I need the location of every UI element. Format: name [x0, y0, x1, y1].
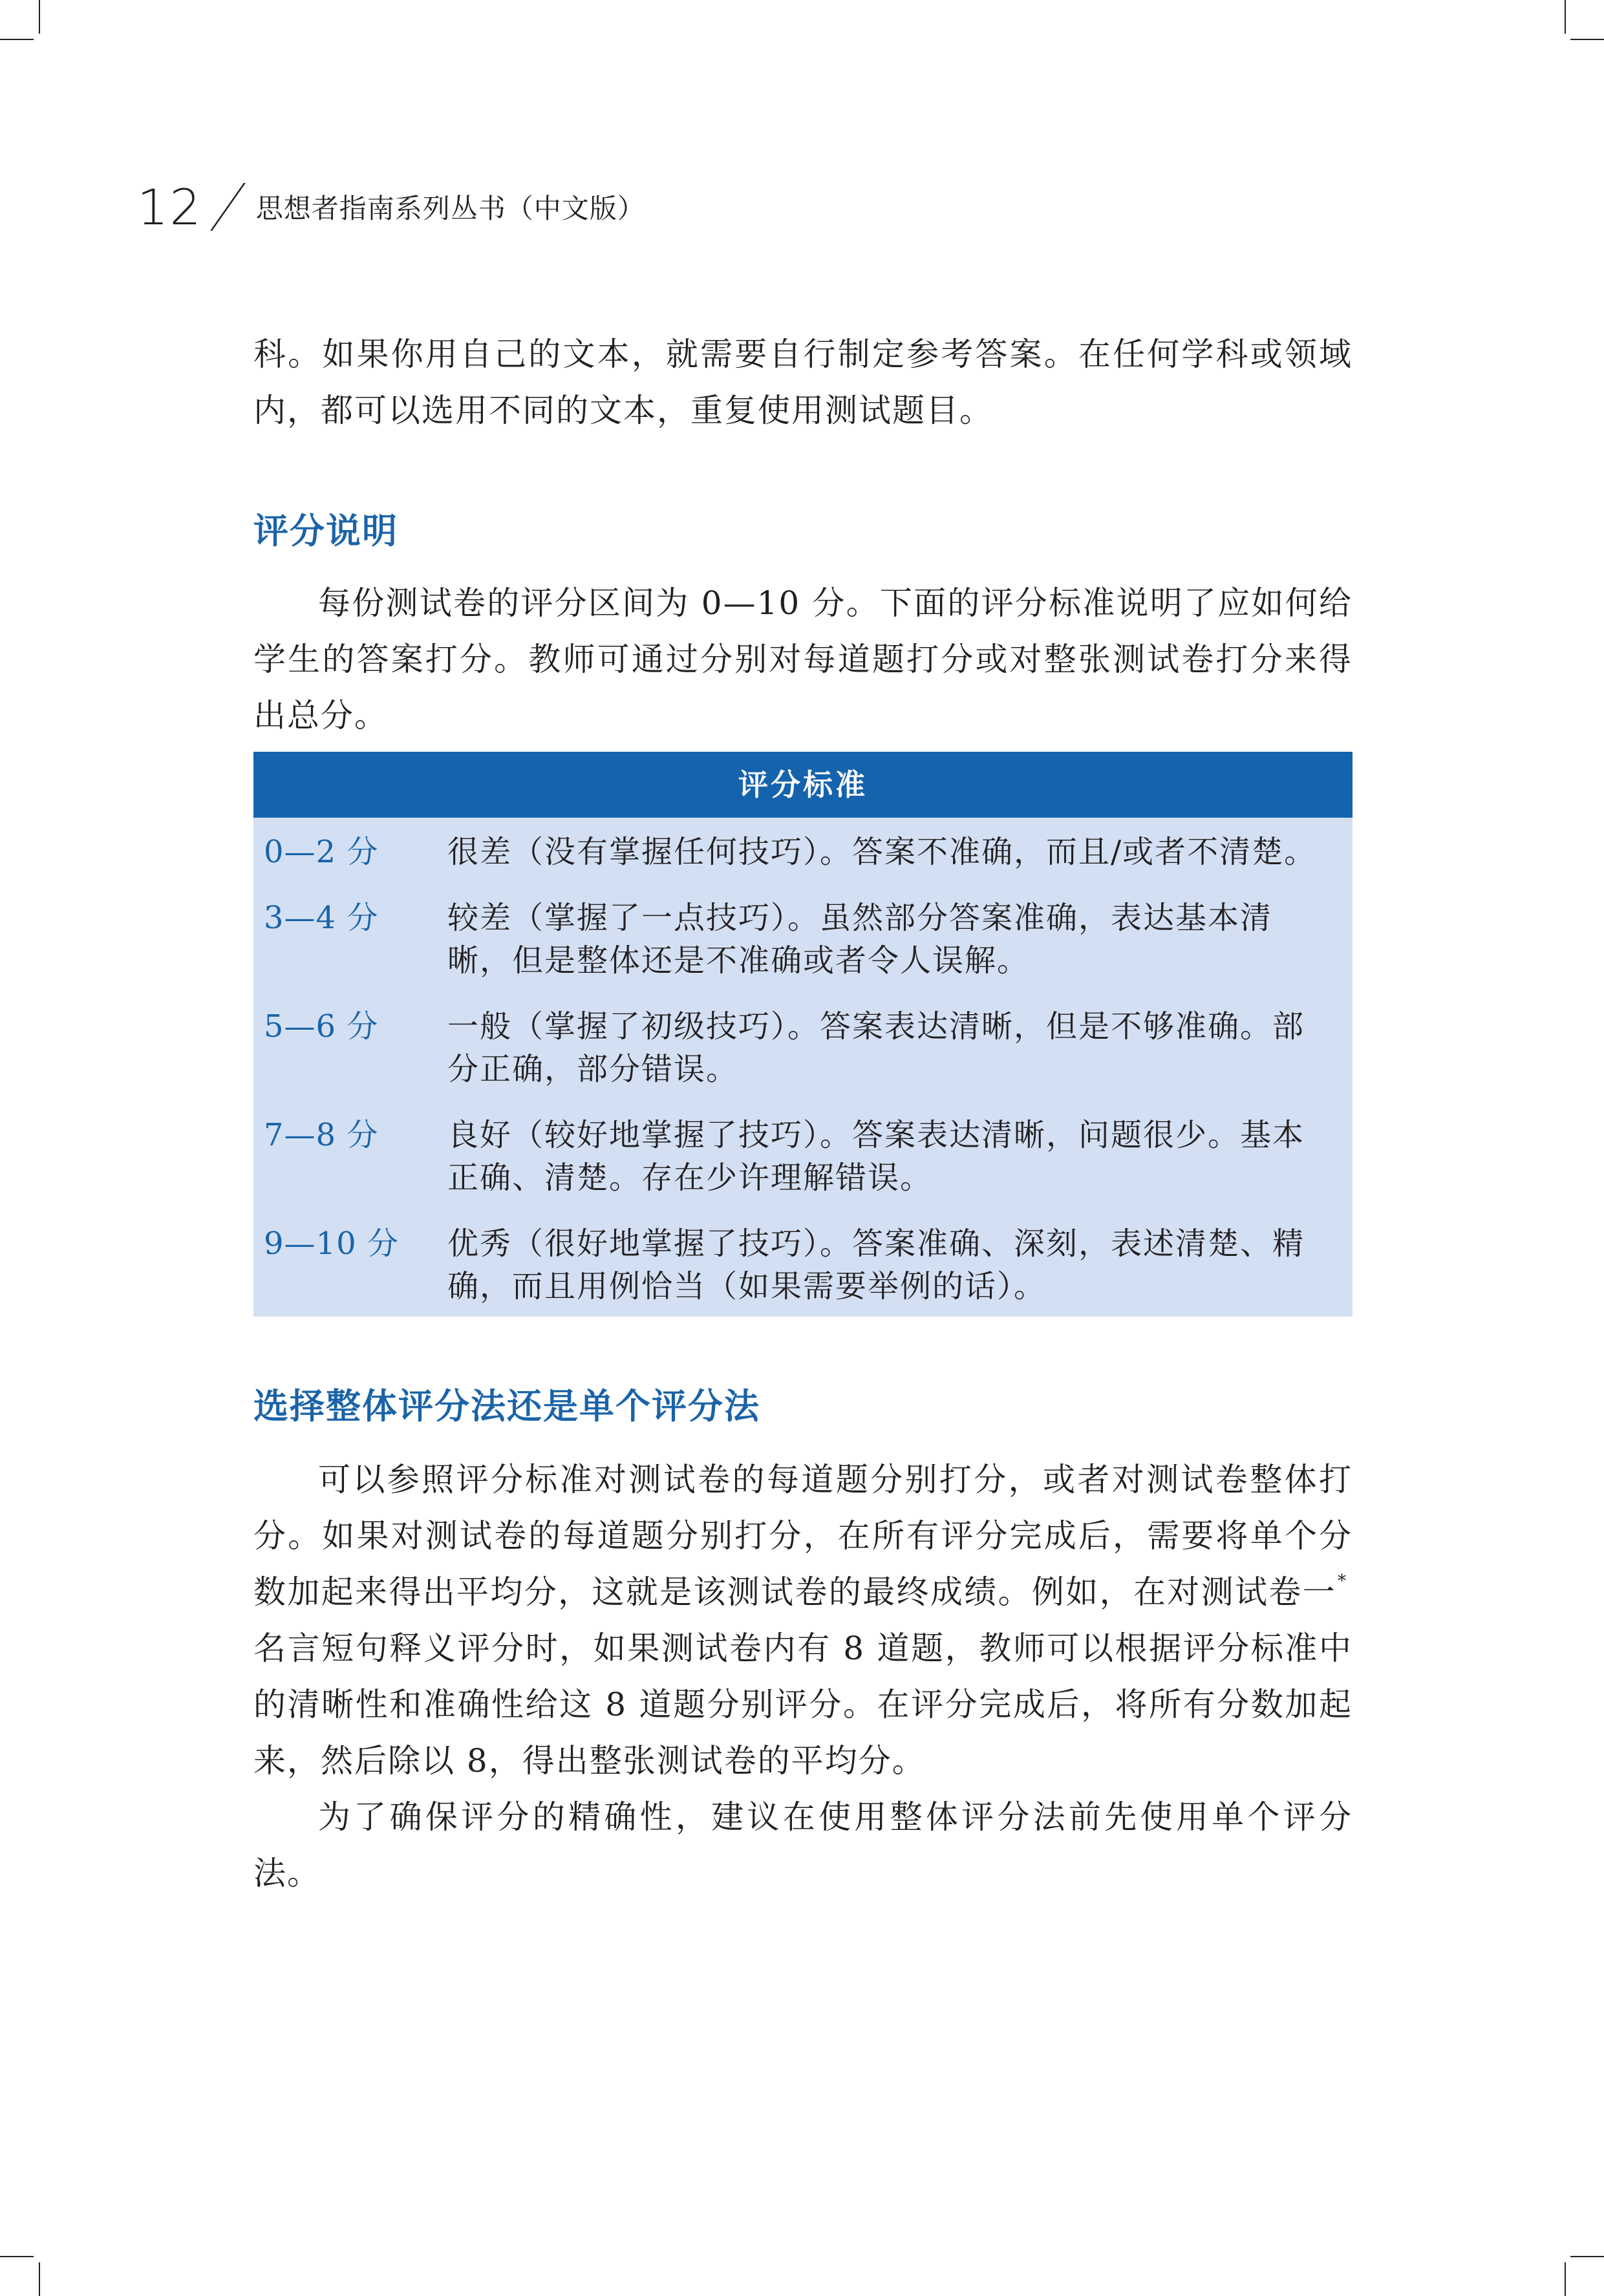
- header-divider: [210, 183, 246, 231]
- crop-mark: [39, 0, 40, 34]
- crop-mark: [1565, 0, 1566, 34]
- score-description: 较差（掌握了一点技巧）。虽然部分答案准确，表达基本清晰，但是整体还是不准确或者令人误解。: [447, 900, 1273, 979]
- crop-mark: [0, 2256, 34, 2257]
- page-number: 12: [137, 178, 202, 236]
- section-title-scoring: 评分说明: [253, 511, 398, 551]
- scoring-paragraph: 每份测试卷的评分区间为 0—10 分。下面的评分标准说明了应如何给学生的答案打分。教师可通过分别对每道题打分或对整张测试卷打分来得出总分。: [253, 584, 1353, 734]
- rubric-row: [253, 1222, 1353, 1308]
- score-range: 9—10 分: [264, 1226, 399, 1262]
- series-title: 思想者指南系列丛书（中文版）: [255, 193, 645, 224]
- rubric-row: [253, 897, 1353, 982]
- rubric-header: 评分标准: [253, 752, 1353, 818]
- intro-paragraph: 科。如果你用自己的文本，就需要自行制定参考答案。在任何学科或领域内，都可以选用不同的文本，重复使用测试题目。: [253, 335, 1353, 429]
- score-range: 5—6 分: [264, 1008, 379, 1045]
- score-description: 很差（没有掌握任何技巧）。答案不准确，而且/或者不清楚。: [447, 834, 1317, 870]
- crop-mark: [39, 2262, 40, 2296]
- crop-mark: [1565, 2262, 1566, 2296]
- footnote-mark: *: [1338, 1571, 1347, 1591]
- section-title-method: 选择整体评分法还是单个评分法: [253, 1386, 760, 1427]
- score-description: 优秀（很好地掌握了技巧）。答案准确、深刻，表述清楚、精确，而且用例恰当（如果需要举例的话）。: [447, 1226, 1305, 1304]
- method-paragraph-1-part-1: 可以参照评分标准对测试卷的每道题分别打分，或者对测试卷整体打分。如果对测试卷的每道题分别打分，在所有评分完成后，需要将单个分数加起来得出平均分，这就是该测试卷的最终成绩。例如，在对测试卷一: [253, 1461, 1353, 1611]
- score-range: 7—8 分: [264, 1117, 379, 1153]
- score-description: 一般（掌握了初级技巧）。答案表达清晰，但是不够准确。部分正确，部分错误。: [447, 1008, 1305, 1087]
- method-paragraph-1-part-2: 名言短句释义评分时，如果测试卷内有 8 道题，教师可以根据评分标准中的清晰性和准确性给这 8 道题分别评分。在评分完成后，将所有分数加起来，然后除以 8，得出整张测试卷的平均分。: [253, 1630, 1353, 1780]
- method-paragraph-2: 为了确保评分的精确性，建议在使用整体评分法前先使用单个评分法。: [253, 1798, 1353, 1892]
- crop-mark: [1570, 39, 1604, 40]
- method-paragraph-1: [253, 1452, 1353, 1789]
- rubric-row: [253, 1005, 1353, 1090]
- rubric-body: [253, 818, 1353, 1317]
- crop-mark: [1570, 2256, 1604, 2257]
- crop-mark: [0, 39, 34, 40]
- rubric-table: [253, 752, 1353, 1317]
- running-header: [137, 175, 645, 239]
- score-description: 良好（较好地掌握了技巧）。答案表达清晰，问题很少。基本正确、清楚。存在少许理解错误。: [447, 1117, 1305, 1196]
- rubric-row: [253, 1114, 1353, 1199]
- rubric-row: [253, 831, 1353, 873]
- score-range: 0—2 分: [264, 834, 379, 870]
- score-range: 3—4 分: [264, 900, 379, 936]
- page-content: [253, 326, 1353, 1902]
